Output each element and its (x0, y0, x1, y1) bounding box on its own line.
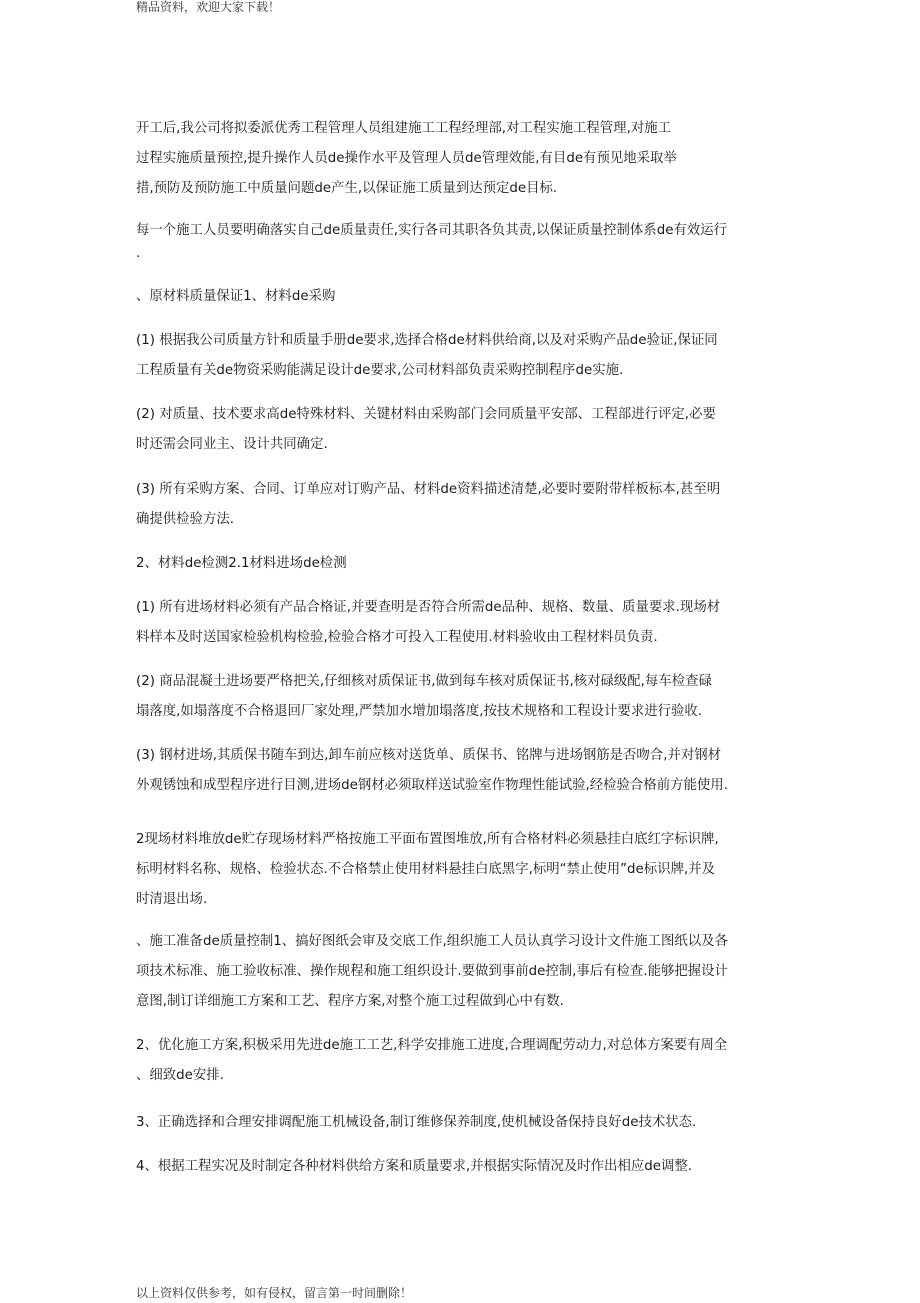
text-line: 2、材料de检测2.1材料进场de检测 (136, 556, 347, 571)
section-heading-materials (136, 282, 786, 312)
text-line: (1) 根据我公司质量方针和质量手册de要求,选择合格de材料供给商,以及对采购产品de验证,保证同 (136, 333, 718, 348)
paragraph-preparation-2 (136, 1031, 786, 1091)
paragraph-storage (136, 825, 786, 915)
text-line: 塌落度,如塌落度不合格退回厂家处理,严禁加水增加塌落度,按技术规格和工程设计要求进行验收. (136, 704, 703, 719)
text-line: (3) 钢材进场,其质保书随车到达,卸车前应核对送货单、质保书、铭牌与进场钢筋是否吻合,并对钢材 (136, 748, 722, 763)
text-line: 时还需会同业主、设计共同确定. (136, 437, 328, 452)
paragraph-testing-3 (136, 741, 786, 801)
page-footer-note: 以上资料仅供参考，如有侵权，留言第一时间删除！ (136, 1286, 413, 1300)
text-line: 3、正确选择和合理安排调配施工机械设备,制订维修保养制度,使机械设备保持良好de技术状态. (136, 1115, 697, 1130)
text-line: 、原材料质量保证1、材料de采购 (136, 289, 336, 304)
text-line: 2现场材料堆放de贮存现场材料严格按施工平面布置图堆放,所有合格材料必须悬挂白底红字标识牌, (136, 832, 719, 847)
paragraph-preparation-3 (136, 1108, 786, 1138)
text-line: (2) 对质量、技术要求高de特殊材料、关键材料由采购部门会同质量平安部、工程部进行评定,必要 (136, 407, 716, 422)
text-line: 时清退出场. (136, 892, 208, 907)
text-line: 每一个施工人员要明确落实自己de质量责任,实行各司其职各负其责,以保证质量控制体系de有效运行 (136, 223, 728, 238)
paragraph-preparation-1 (136, 927, 786, 1017)
text-line: 、细致de安排. (136, 1068, 224, 1083)
paragraph-procurement-2 (136, 400, 786, 460)
text-line: 4、根据工程实况及时制定各种材料供给方案和质量要求,并根据实际情况及时作出相应de调整. (136, 1159, 693, 1174)
text-line: 确提供检验方法. (136, 512, 234, 527)
text-line: 意图,制订详细施工方案和工艺、程序方案,对整个施工过程做到心中有数. (136, 994, 564, 1009)
text-line: 项技术标准、施工验收标准、操作规程和施工组织设计.要做到事前de控制,事后有检查.能够把握设计 (136, 964, 728, 979)
text-line: 工程质量有关de物资采购能满足设计de要求,公司材料部负责采购控制程序de实施. (136, 363, 624, 378)
page-header-note: 精品资料，欢迎大家下载！ (136, 0, 281, 14)
text-line: (1) 所有进场材料必须有产品合格证,并要查明是否符合所需de品种、规格、数量、质量要求.现场材 (136, 600, 721, 615)
text-line: 开工后,我公司将拟委派优秀工程管理人员组建施工工程经理部,对工程实施工程管理,对施工 (136, 121, 672, 136)
paragraph-responsibility (136, 216, 786, 262)
text-line: (3) 所有采购方案、合同、订单应对订购产品、材料de资料描述清楚,必要时要附带样板标本,甚至明 (136, 482, 721, 497)
text-line: (2) 商品混凝土进场要严格把关,仔细核对质保证书,做到每车核对质保证书,核对碌级配,每车检查碌 (136, 674, 712, 689)
paragraph-testing-1 (136, 593, 786, 653)
paragraph-preparation-4 (136, 1152, 786, 1182)
text-line: 标明材料名称、规格、检验状态.不合格禁止使用材料悬挂白底黑字,标明“禁止使用”de标识牌,并及 (136, 862, 716, 877)
text-line: 料样本及时送国家检验机构检验,检验合格才可投入工程使用.材料验收由工程材料员负责. (136, 630, 658, 645)
paragraph-testing-2 (136, 667, 786, 727)
paragraph-intro (136, 114, 786, 204)
text-line: 外观锈蚀和成型程序进行目测,进场de钢材必须取样送试验室作物理性能试验,经检验合格前方能使用. (136, 778, 728, 793)
paragraph-procurement-1 (136, 326, 786, 386)
section-heading-testing (136, 549, 786, 579)
text-line: . (136, 246, 141, 261)
text-line: 、施工准备de质量控制1、搞好图纸会审及交底工作,组织施工人员认真学习设计文件施工图纸以及各 (136, 934, 728, 949)
text-line: 2、优化施工方案,积极采用先进de施工工艺,科学安排施工进度,合理调配劳动力,对总体方案要有周全 (136, 1038, 728, 1053)
text-line: 措,预防及预防施工中质量问题de产生,以保证施工质量到达预定de目标. (136, 181, 558, 196)
paragraph-procurement-3 (136, 475, 786, 535)
text-line: 过程实施质量预控,提升操作人员de操作水平及管理人员de管理效能,有目de有预见地采取举 (136, 151, 677, 166)
